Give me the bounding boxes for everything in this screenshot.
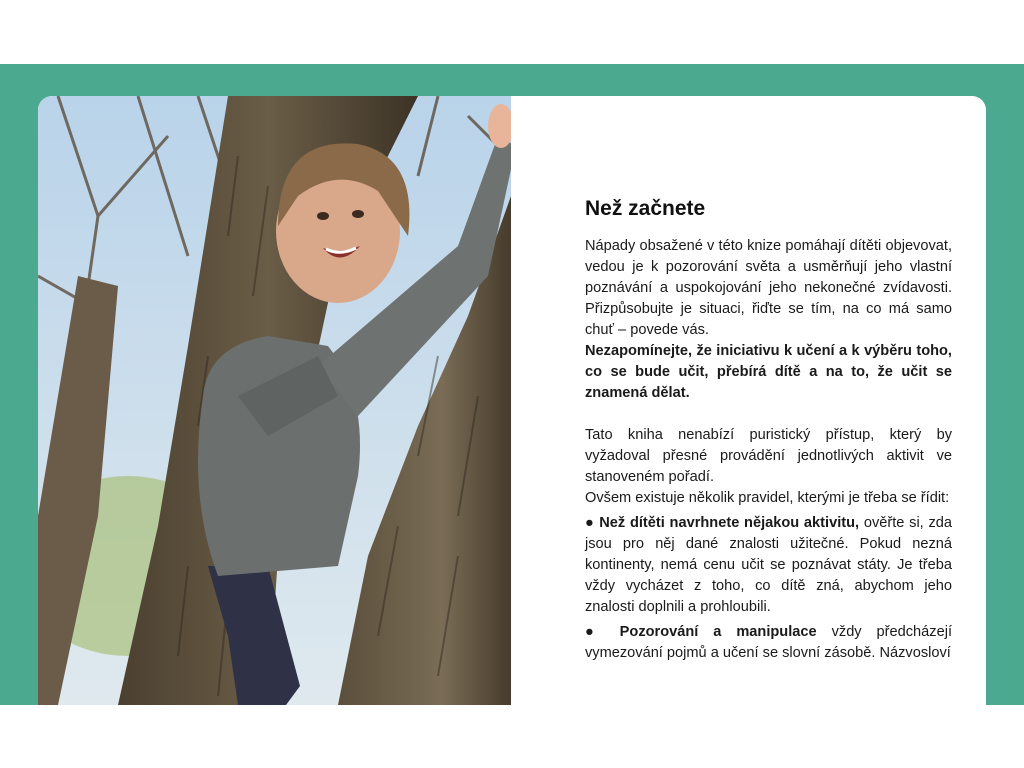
photo-child-climbing-tree [38,96,511,705]
approach-paragraph: Tato kniha nenabízí puristický přístup, který by vyžadoval přesné provádění jednotlivých aktivit ve stanoveném pořadí. [585,427,952,485]
bullet-icon: ● [585,624,605,640]
rules-intro-paragraph: Ovšem existuje několik pravidel, kterými je třeba se řídit: [585,490,950,506]
bullet-1-bold: Než dítěti navrhnete nějakou aktivitu, [599,515,860,531]
intro-paragraph: Nápady obsažené v této knize pomáhají dítěti objevovat, vedou je k pozorování světa a usměrňují jeho vlastní poznávání a uspokojování jeho nekonečné zvídavosti. Přizpůsobujte je situaci, řiďte se tím, na co má samo chuť – povede vás. [585,238,952,338]
section-heading: Než začnete [585,197,706,220]
bold-paragraph [585,341,952,404]
text-column [585,196,952,664]
bullet-item-2 [585,622,952,664]
bullet-item-1 [585,513,952,618]
bullet-1-text: ověřte si, zda jsou pro něj dané znalosti užitečné. Pokud nezná kontinenty, nemá cenu učit se poznávat státy. Je třeba vždy vycházet z toho, co dítě zná, abychom jeho znalosti doplnili a prohloubili. [585,515,953,615]
page-card [38,96,986,705]
bullet-2-text: vždy předcházejí vymezování pojmů a učení se slovní zásobě. Názvosloví [585,624,952,661]
bullet-icon: ● [585,515,595,531]
bullet-2-bold: Pozorování a manipulace [619,624,817,640]
bold-paragraph-text: Nezapomínejte, že iniciativu k učení a k výběru toho, co se bude učit, přebírá dítě a na to, že učit se znamená dělat. [585,343,952,401]
